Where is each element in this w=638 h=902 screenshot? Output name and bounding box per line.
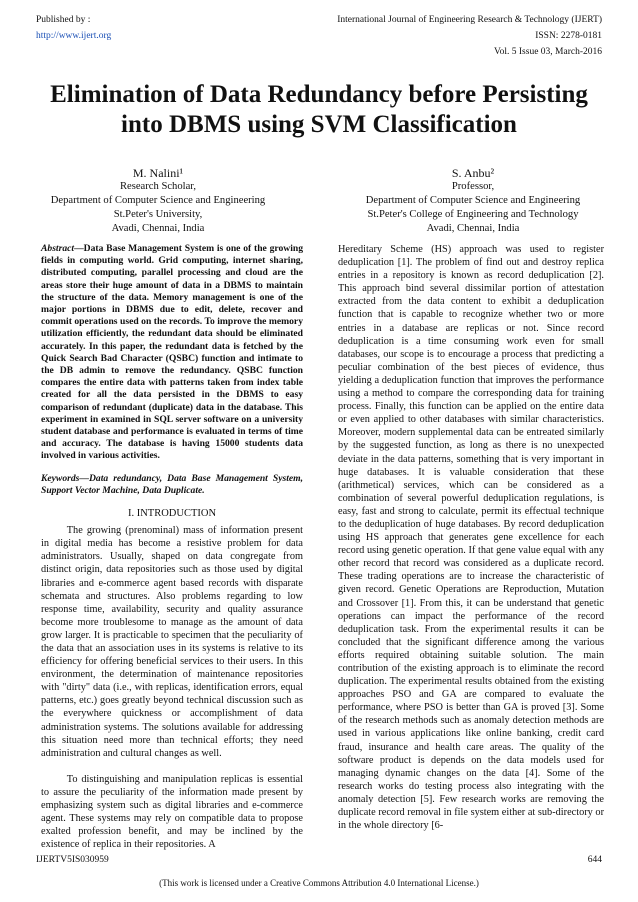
keywords [41, 473, 303, 497]
section-heading-introduction: I. INTRODUCTION [127, 508, 217, 520]
author-department: Department of Computer Science and Engineering [50, 195, 266, 206]
author-location: Avadi, Chennai, India [426, 223, 520, 234]
author-location: Avadi, Chennai, India [111, 223, 205, 234]
author-department: Department of Computer Science and Engineering [365, 195, 581, 206]
author-role: Professor, [451, 181, 495, 192]
published-by-label: Published by : [36, 15, 91, 25]
author-name: M. Nalini¹ [132, 166, 184, 180]
keywords-text: Data redundancy, Data Base Management System, Support Vector Machine, Data Duplicate. [41, 472, 303, 496]
license-notice: (This work is licensed under a Creative Commons Attribution 4.0 International License.) [159, 878, 479, 888]
author-institution: St.Peter's College of Engineering and Technology [367, 209, 579, 220]
issn: ISSN: 2278-0181 [535, 31, 602, 41]
right-column-paragraph: Hereditary Scheme (HS) approach was used to register deduplication [1]. The problem of find out and destroy replica entries in a repository is known as record deduplication [2]. This approach bind several dissimilar portion of attestation extracted from the data content to exhibit a deduplication function that is capable to recognize whether two or more entries in a database are replicas or not. Since record deduplication is a time consuming work even for small databases, our scope is to encourage a process that predicting a peculiar combination of the best pieces of evidence, thus yielding a deduplication function that improves the performance using a method to compare the corresponding data for training process. Finally, this function can be applied on the entire data or even applied to other databases with similar characteristics. Moreover, modern supplemental data can be entreated similarly by the suggested function, as long as there is no unexpected deviate in the data patterns, something that is very important in huge databases. It is valuable consideration that these (arithmetical) services, which can be considered as a combination of several powerful deduplication regulations, is easy, fast and strong to calculate, permit its effectual technique to the deduplication of huge databases. By record deduplication using HS approach that generates gene excellence for each record using genetic operation. If that gene value equal with any other record that record was considered as a duplicate record. These trading operations are to increase the characteristic of given record. Genetic Operations are Reproduction, Mutation and Crossover [1]. From this, it can be understand that genetic operations can impact the performance of the record deduplication task. From the experimental results it can be concluded that the significant difference among the various efforts required obtaining suitable solution. The main contribution of the existing approach is to eliminate the record duplication. The experimental results obtained from the existing approaches PSO and GA are compared to evaluate the performance, where PSO is better than GA is proved [3]. Some of the research methods such as anomaly detection methods are used in various applications like online banking, credit card fraud, insurance and health care areas. The quality of the software product is depends on the data models used for managing dynamic changes on the data [4]. Some of the research works do testing process also integrating with the anomaly detection [5]. Few research works are removing the duplicate record removal in file system either at sub-directory or in the whole directory [6- [338, 244, 604, 832]
author-institution: St.Peter's University, [113, 209, 203, 220]
page-header-left [36, 12, 111, 44]
author-block-1 [28, 166, 288, 236]
author-block-2 [338, 166, 608, 236]
right-column [338, 243, 604, 832]
page-header-right [337, 12, 602, 60]
journal-name: International Journal of Engineering Research & Technology (IJERT) [337, 15, 602, 25]
abstract-dash: — [74, 243, 84, 254]
intro-paragraph-2: To distinguishing and manipulation replicas is essential to assure the peculiarity of the information made present by emphasizing system such as digital libraries and e-commerce agent. These systems may rely on compatible data to propose exalted profession benefit, and may be inclined by the existence of replica in their repositories. A [41, 773, 303, 851]
author-role: Research Scholar, [119, 181, 197, 192]
keywords-dash: — [79, 472, 89, 484]
page-number: 644 [587, 855, 602, 865]
left-column [41, 243, 303, 851]
abstract-label: Abstract [41, 243, 75, 254]
keywords-label: Keywords [41, 472, 80, 484]
intro-paragraph-1: The growing (prenominal) mass of information present in digital media has become a resistive problem for data administrators. Usually, shaped on data congregate from distinct origin, data repositories such as those used by digital libraries and e-commerce agent based records with disparate schemata and structures. Also problems regarding to low response time, availability, security and quality assurance become more troublesome to manage as the amount of data grow larger. It is practicable to specimen that the peculiarity of the data that an association uses in its systems is relative to its efficiency for offering beneficial services to their users. In this environment, the determination of maintenance repositories with "dirty" data (i.e., with replicas, identification errors, equal patterns, etc.) goes greatly beyond technical discussion such as the everywhere quickness or accomplishment of data administration systems. The solutions available for addressing this situation need more than technical efforts; they need administration and cultural changes as well. [41, 525, 303, 759]
abstract [41, 243, 303, 463]
abstract-text: Data Base Management System is one of the growing fields in computing world. Grid computing, internet sharing, distributed computing, parallel processing and cloud are the areas store their huge amount of data in a DBMS to maintain the structure of the data. Memory management is one of the major portions in DBMS due to edit, delete, recover and commit operations used on the records. To improve the memory utilization efficiently, the redundant data should be eliminated accurately. In this paper, the redundant data is fetched by the Quick Search Bad Character (QSBC) function and intimate to the DB admin to remove the redundancy. QSBC function compares the entire data with patterns taken from index table created for all the data persisted in the DBMS to easy comparison of redundant (duplicate) data in the database. This experiment in examined in SQL server software on a university student database and performance is evaluated in terms of time and accuracy. The database is having 15000 students data involved in various activities. [41, 243, 303, 462]
paper-id: IJERTV5IS030959 [36, 855, 109, 865]
author-name: S. Anbu² [451, 166, 495, 180]
volume-issue: Vol. 5 Issue 03, March-2016 [493, 47, 602, 57]
paper-title: Elimination of Data Redundancy before Persisting into DBMS using SVM Classification [50, 81, 588, 138]
journal-url-link[interactable]: http://www.ijert.org [36, 31, 112, 41]
